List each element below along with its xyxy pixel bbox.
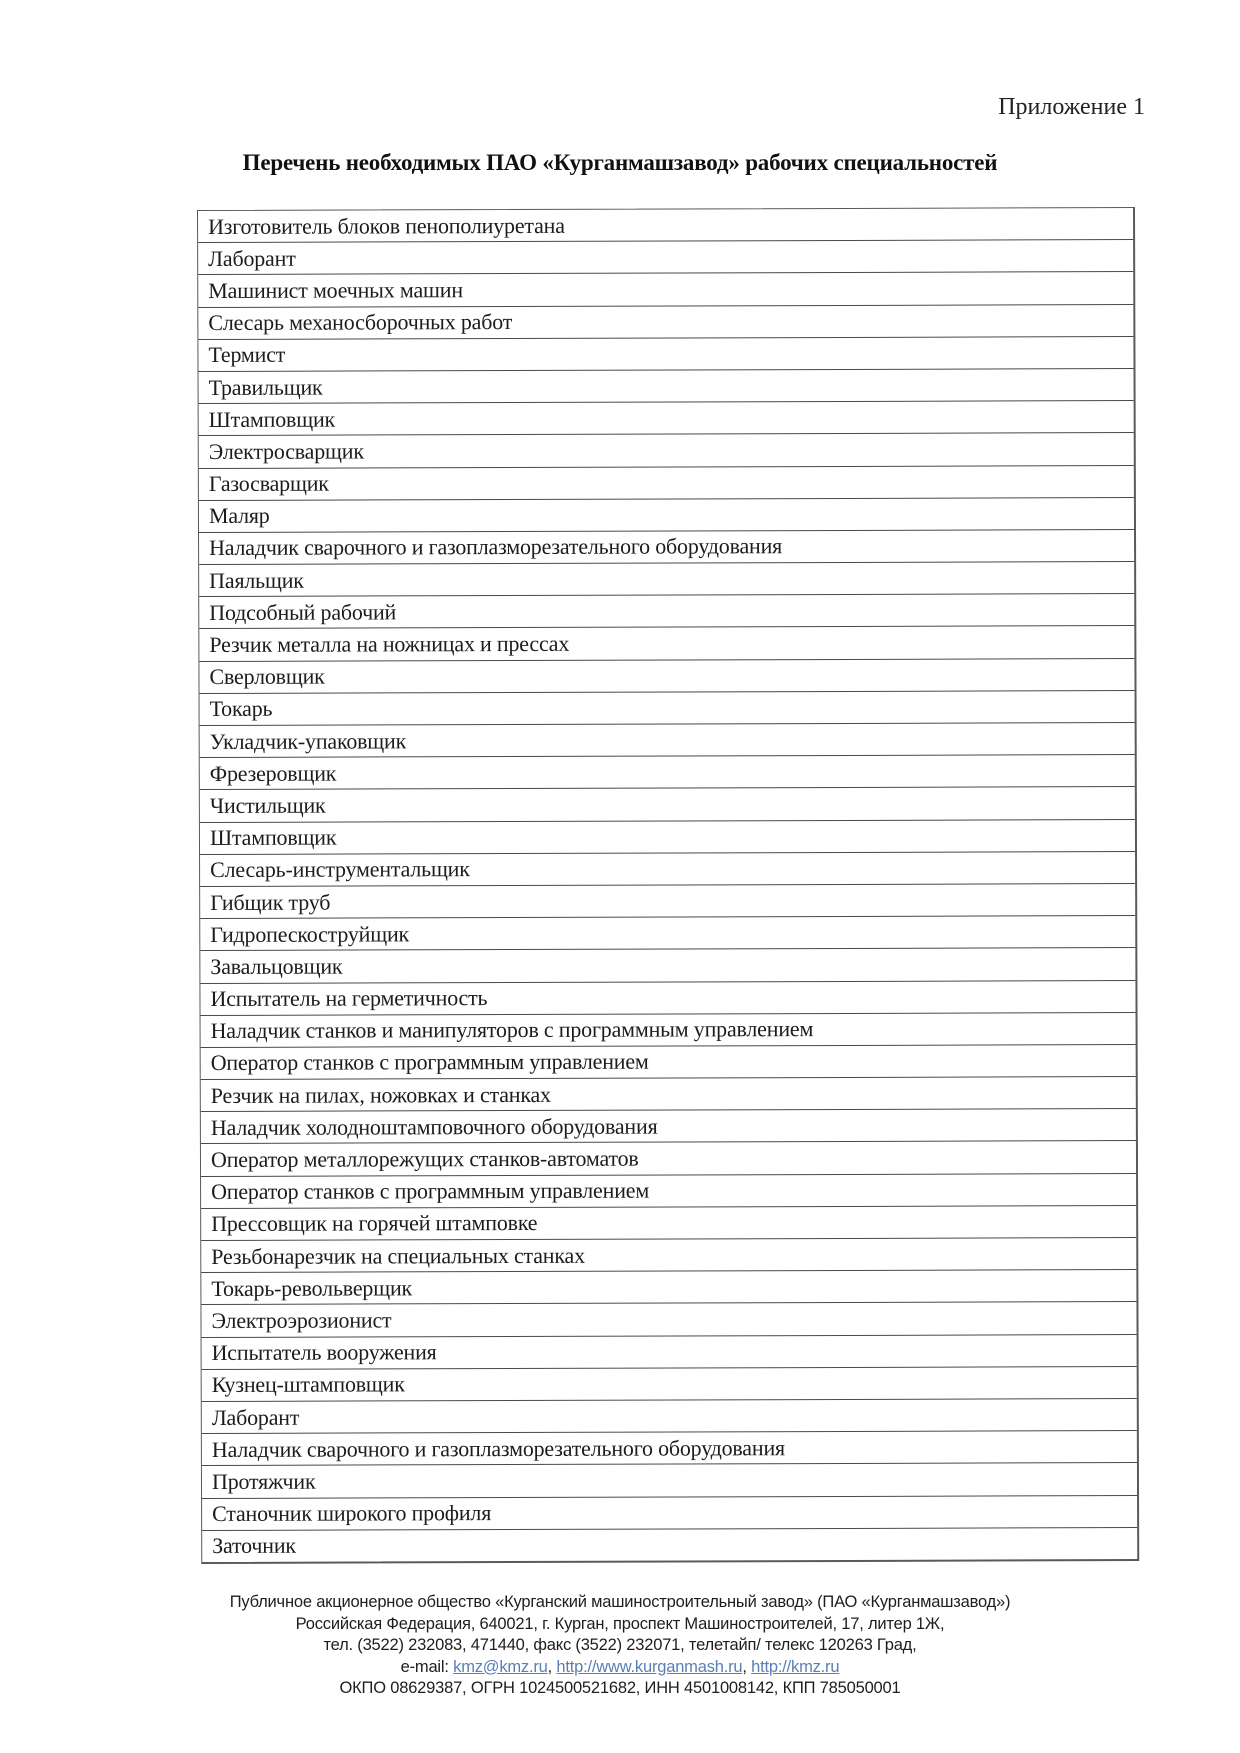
table-row: Сверловщик — [199, 659, 1134, 694]
table-row: Наладчик станков и манипуляторов с программным управлением — [201, 1013, 1136, 1048]
table-row: Токарь — [200, 691, 1135, 726]
table-row: Наладчик холодноштамповочного оборудования — [201, 1109, 1136, 1144]
table-row: Слесарь механосборочных работ — [198, 305, 1133, 340]
table-row: Оператор металлорежущих станков-автоматов — [201, 1141, 1136, 1176]
table-row: Штамповщик — [199, 401, 1134, 436]
company-footer — [0, 1592, 1240, 1700]
table-row: Термист — [198, 337, 1133, 372]
document-title: Перечень необходимых ПАО «Курганмашзавод» рабочих специальностей — [242, 150, 998, 175]
table-row: Наладчик сварочного и газоплазморезательного оборудования — [202, 1431, 1137, 1466]
footer-website-link-kmz[interactable]: http://kmz.ru — [751, 1657, 840, 1676]
footer-contacts — [0, 1657, 1240, 1679]
table-row: Подсобный рабочий — [199, 594, 1134, 629]
professions-table — [197, 207, 1139, 1564]
table-row: Завальцовщик — [200, 948, 1135, 983]
table-row: Испытатель на герметичность — [200, 981, 1135, 1016]
footer-separator: , — [547, 1657, 557, 1676]
table-row: Электроэрозионист — [201, 1302, 1136, 1337]
table-row: Маляр — [199, 498, 1134, 533]
footer-website-link-kurganmash[interactable]: http://www.kurganmash.ru — [556, 1657, 743, 1676]
table-row: Оператор станков с программным управлением — [201, 1045, 1136, 1080]
table-row: Кузнец-штамповщик — [202, 1367, 1137, 1402]
table-row: Наладчик сварочного и газоплазморезательного оборудования — [199, 530, 1134, 565]
footer-email-label: e-mail: — [400, 1657, 454, 1676]
table-row: Заточник — [212, 1532, 296, 1559]
table-row: Слесарь-инструментальщик — [200, 852, 1135, 887]
appendix-label: Приложение 1 — [998, 94, 1145, 120]
table-row: Испытатель вооружения — [202, 1335, 1137, 1370]
table-row: Прессовщик на горячей штамповке — [201, 1206, 1136, 1241]
table-row: Электросварщик — [199, 433, 1134, 468]
table-row: Лаборант — [198, 240, 1133, 275]
table-row: Токарь-револьверщик — [201, 1270, 1136, 1305]
table-row: Оператор станков с программным управлением — [201, 1174, 1136, 1209]
footer-separator: , — [742, 1657, 752, 1676]
table-row: Резьбонарезчик на специальных станках — [201, 1238, 1136, 1273]
table-row: Станочник широкого профиля — [202, 1496, 1137, 1531]
table-row: Изготовитель блоков пенополиуретана — [198, 208, 1133, 243]
footer-registration-codes: ОКПО 08629387, ОГРН 1024500521682, ИНН 4501008142, КПП 785050001 — [339, 1679, 901, 1697]
table-row: Травильщик — [199, 369, 1134, 404]
table-row: Штамповщик — [200, 820, 1135, 855]
table-row: Укладчик-упаковщик — [200, 723, 1135, 758]
table-row: Резчик на пилах, ножовках и станках — [201, 1077, 1136, 1112]
table-row: Гибщик труб — [200, 884, 1135, 919]
footer-email-link[interactable]: kmz@kmz.ru — [453, 1657, 548, 1676]
table-row: Паяльщик — [199, 562, 1134, 597]
table-row: Протяжчик — [202, 1463, 1137, 1498]
footer-phones: тел. (3522) 232083, 471440, факс (3522) 232071, телетайп/ телекс 120263 Град, — [323, 1636, 917, 1654]
table-row: Гидропескоструйщик — [200, 916, 1135, 951]
table-row: Чистильщик — [200, 787, 1135, 822]
table-row: Фрезеровщик — [200, 755, 1135, 790]
footer-address: Российская Федерация, 640021, г. Курган, проспект Машиностроителей, 17, литер 1Ж, — [295, 1614, 945, 1633]
table-row: Машинист моечных машин — [198, 272, 1133, 307]
table-row: Газосварщик — [199, 466, 1134, 501]
table-row: Резчик металла на ножницах и прессах — [199, 626, 1134, 661]
footer-company-name: Публичное акционерное общество «Курганский машиностроительный завод» (ПАО «Курганмашзавод») — [229, 1593, 1011, 1611]
table-row: Лаборант — [202, 1399, 1137, 1434]
